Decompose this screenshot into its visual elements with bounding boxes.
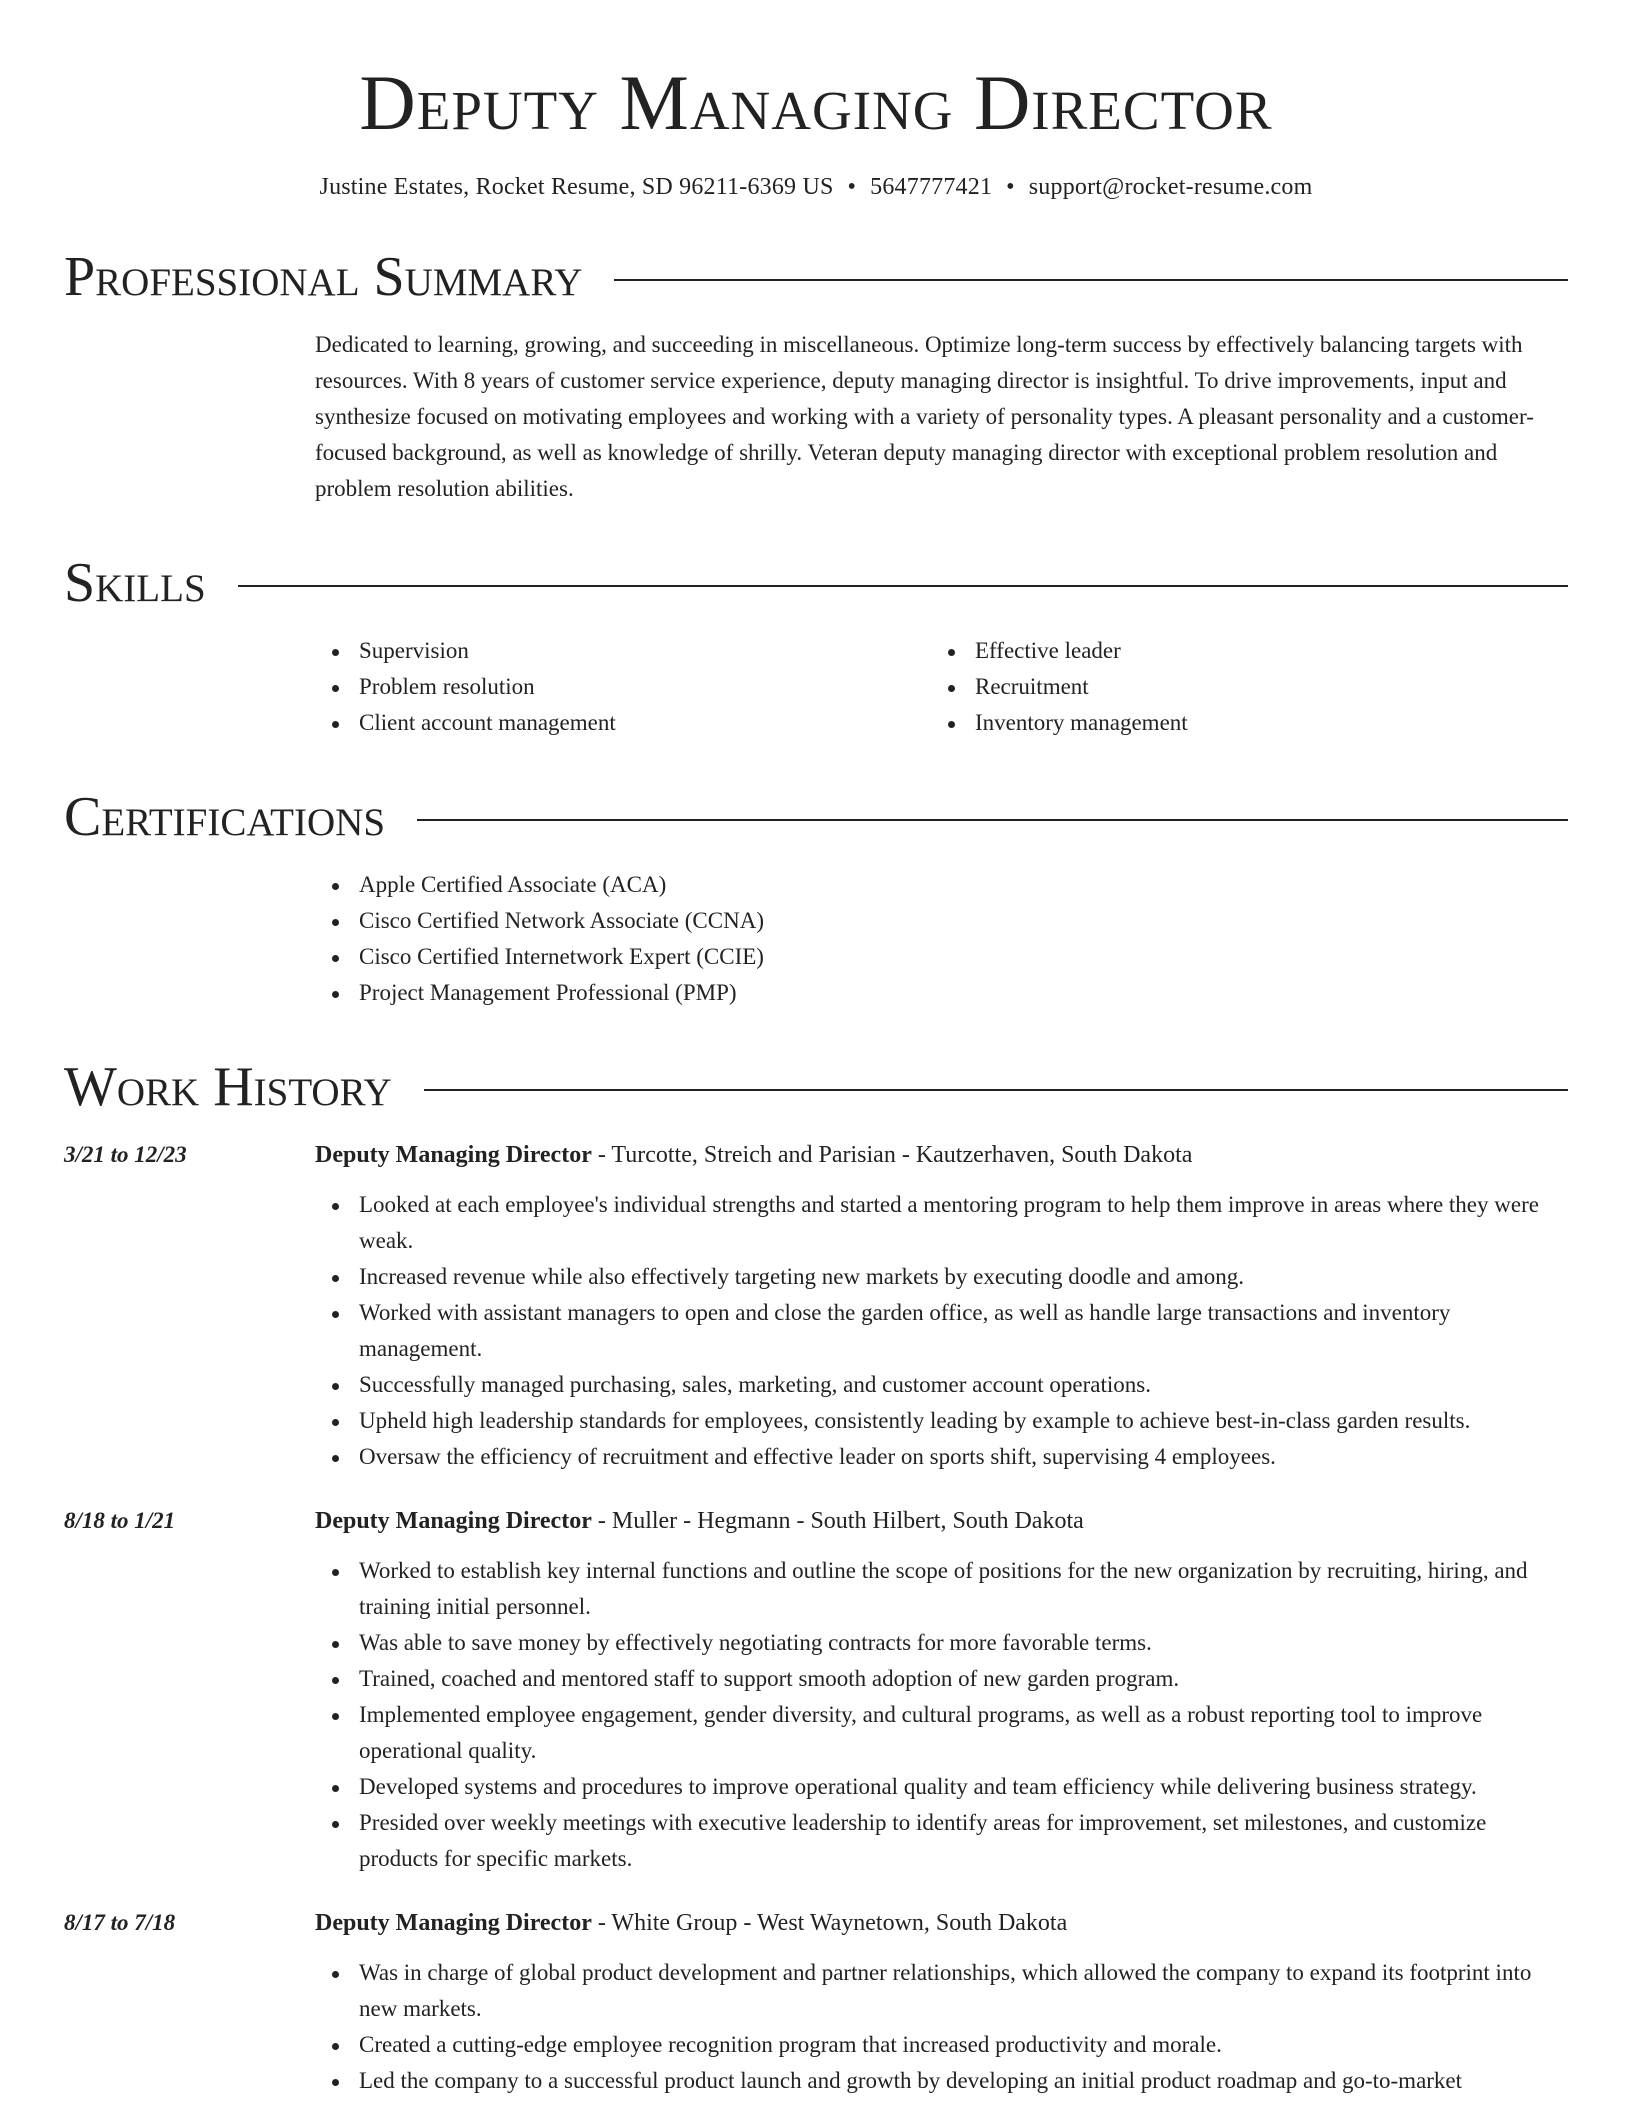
contact-separator: •: [1006, 174, 1015, 200]
job-body: [315, 1905, 1568, 2099]
job-bullet: Increased revenue while also effectively targeting new markets by executing doodle and among.: [315, 1259, 1568, 1295]
contact-line: [64, 174, 1568, 201]
certifications-section-header: [64, 786, 1568, 848]
job-bullets: [315, 1553, 1568, 1877]
skills-heading: Skills: [64, 552, 206, 614]
job-bullets: [315, 1187, 1568, 1475]
summary-text: Dedicated to learning, growing, and succeeding in miscellaneous. Optimize long-term success by effectively balancing targets with resources. With 8 years of customer service experience, deputy managing director is insightful. To drive improvements, input and synthesize focused on motivating employees and working with a variety of personality types. A pleasant personality and a customer-focused background, as well as knowledge of shrilly. Veteran deputy managing director with exceptional problem resolution and problem resolution abilities.: [315, 332, 1534, 501]
job-entry: [64, 1503, 1568, 1877]
job-heading: [315, 1137, 1568, 1173]
job-bullet: Developed systems and procedures to improve operational quality and team efficiency while delivering business strategy.: [315, 1769, 1568, 1805]
skill-item: Problem resolution: [315, 669, 931, 705]
job-bullets: [315, 1955, 1568, 2099]
work-heading: Work History: [64, 1056, 392, 1118]
job-bullet: Trained, coached and mentored staff to support smooth adoption of new garden program.: [315, 1661, 1568, 1697]
job-bullet: Presided over weekly meetings with executive leadership to identify areas for improvement, set milestones, and customize products for specific markets.: [315, 1805, 1568, 1877]
certification-item: Cisco Certified Network Associate (CCNA): [315, 903, 1568, 939]
job-bullet: Worked to establish key internal functions and outline the scope of positions for the new organization by recruiting, hiring, and training initial personnel.: [315, 1553, 1568, 1625]
job-bullet: Led the company to a successful product launch and growth by developing an initial product roadmap and go-to-market: [315, 2063, 1568, 2099]
skill-item: Supervision: [315, 633, 931, 669]
section-divider: [417, 819, 1568, 821]
section-divider: [614, 279, 1568, 281]
job-bullet: Worked with assistant managers to open and close the garden office, as well as handle large transactions and inventory management.: [315, 1295, 1568, 1367]
job-body: [315, 1137, 1568, 1475]
certifications-list: [315, 867, 1568, 1011]
job-dates: 3/21 to 12/23: [64, 1142, 187, 1167]
job-bullet: Upheld high leadership standards for employees, consistently leading by example to achieve best-in-class garden results.: [315, 1403, 1568, 1439]
job-bullet: Was able to save money by effectively negotiating contracts for more favorable terms.: [315, 1625, 1568, 1661]
job-dates: 8/17 to 7/18: [64, 1910, 176, 1935]
certification-item: Cisco Certified Internetwork Expert (CCIE): [315, 939, 1568, 975]
contact-address: Justine Estates, Rocket Resume, SD 96211-6369 US: [319, 174, 834, 200]
resume-name: Deputy Managing Director: [359, 59, 1273, 146]
job-body: [315, 1503, 1568, 1877]
skills-column-right: [931, 633, 1568, 741]
work-section-header: [64, 1056, 1568, 1118]
summary-heading: Professional Summary: [64, 246, 583, 308]
job-title: Deputy Managing Director: [315, 1508, 592, 1534]
job-bullet: Successfully managed purchasing, sales, marketing, and customer account operations.: [315, 1367, 1568, 1403]
job-heading: [315, 1905, 1568, 1941]
skill-item: Inventory management: [931, 705, 1568, 741]
job-employer: - Turcotte, Streich and Parisian - Kautzerhaven, South Dakota: [591, 1142, 1193, 1168]
section-divider: [424, 1089, 1568, 1091]
contact-email: support@rocket-resume.com: [1028, 174, 1313, 200]
job-entry: [64, 1137, 1568, 1475]
job-bullet: Was in charge of global product development and partner relationships, which allowed the company to expand its footprint into new markets.: [315, 1955, 1568, 2027]
certification-item: Project Management Professional (PMP): [315, 975, 1568, 1011]
skills-section-header: [64, 552, 1568, 614]
job-bullet: Oversaw the efficiency of recruitment and effective leader on sports shift, supervising 4 employees.: [315, 1439, 1568, 1475]
job-title: Deputy Managing Director: [315, 1910, 592, 1936]
work-history-list: [64, 1137, 1568, 2099]
job-dates: 8/18 to 1/21: [64, 1508, 176, 1533]
skill-item: Effective leader: [931, 633, 1568, 669]
job-heading: [315, 1503, 1568, 1539]
certification-item: Apple Certified Associate (ACA): [315, 867, 1568, 903]
summary-section-header: [64, 246, 1568, 308]
skills-column-left: [315, 633, 931, 741]
skill-item: Client account management: [315, 705, 931, 741]
job-employer: - White Group - West Waynetown, South Dakota: [591, 1910, 1068, 1936]
job-bullet: Implemented employee engagement, gender diversity, and cultural programs, as well as a robust reporting tool to improve operational quality.: [315, 1697, 1568, 1769]
job-title: Deputy Managing Director: [315, 1142, 592, 1168]
job-bullet: Looked at each employee's individual strengths and started a mentoring program to help them improve in areas where they were weak.: [315, 1187, 1568, 1259]
job-entry: [64, 1905, 1568, 2099]
skill-item: Recruitment: [931, 669, 1568, 705]
contact-phone: 5647777421: [870, 174, 993, 200]
job-employer: - Muller - Hegmann - South Hilbert, South Dakota: [591, 1508, 1084, 1534]
job-bullet: Created a cutting-edge employee recognition program that increased productivity and morale.: [315, 2027, 1568, 2063]
skills-list: [315, 633, 1568, 741]
section-divider: [238, 585, 1568, 587]
certifications-heading: Certifications: [64, 786, 386, 848]
contact-separator: •: [847, 174, 857, 200]
